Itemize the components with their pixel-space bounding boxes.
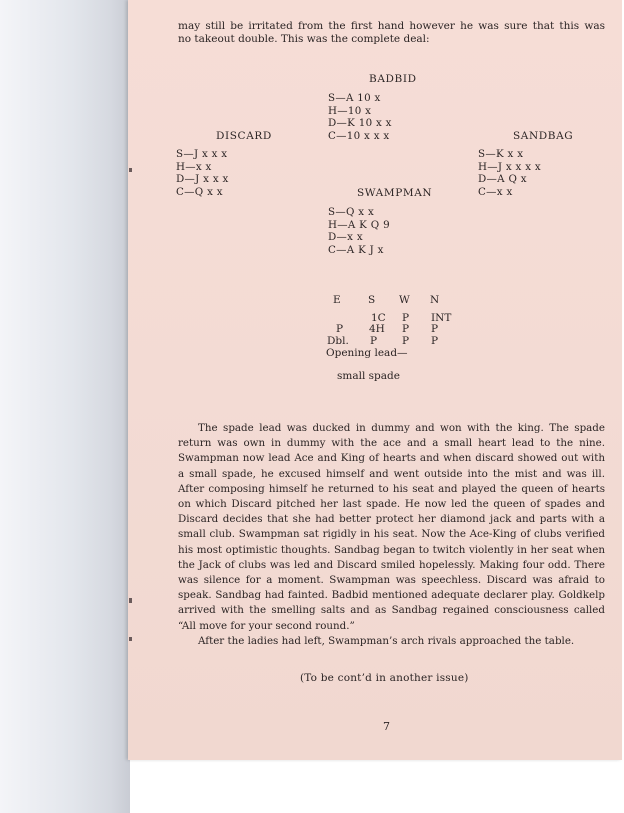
west-spades: S—J x x x (176, 148, 228, 160)
closing-paragraph: After the ladies had left, Swampman’s arch rivals approached the table. (198, 635, 575, 647)
east-diamonds: D—A Q x (478, 173, 527, 186)
intro-line-2: no takeout double. This was the complete deal: (178, 33, 430, 45)
bid-header-w: W (399, 294, 410, 306)
bid-r3-s: P (370, 335, 378, 347)
bid-r2-e: P (336, 323, 344, 335)
bid-header-n: N (430, 294, 440, 306)
south-diamonds: D—x x (328, 231, 363, 244)
continued-note: (To be cont’d in another issue) (300, 672, 469, 684)
binding-mark (129, 637, 132, 641)
west-hand (176, 148, 229, 198)
south-player-name: SWAMPMAN (357, 187, 433, 199)
south-spades: S—Q x x (328, 206, 375, 218)
west-hearts: H—x x (176, 160, 212, 173)
bid-r1-s: 1C (371, 312, 386, 324)
north-hand (328, 92, 392, 142)
bid-header-e: E (333, 294, 341, 306)
south-hearts: H—A K Q 9 (328, 218, 390, 231)
binding-mark (129, 168, 132, 172)
binding-shadow (0, 0, 130, 813)
opening-lead-card: small spade (337, 370, 400, 382)
north-clubs: C—10 x x x (328, 129, 390, 142)
east-player-name: SANDBAG (513, 130, 574, 142)
north-hearts: H—10 x (328, 104, 372, 117)
opening-lead-label: Opening lead— (326, 347, 408, 359)
south-clubs: C—A K J x (328, 243, 384, 256)
bid-r3-e: Dbl. (327, 335, 349, 347)
north-spades: S—A 10 x (328, 92, 381, 104)
south-hand (328, 206, 390, 256)
bid-r2-n: P (431, 323, 439, 335)
bid-r3-n: P (431, 335, 439, 347)
intro-line-1: may still be irritated from the first hand however he was sure that this was (178, 20, 605, 32)
east-spades: S—K x x (478, 148, 524, 160)
east-clubs: C—x x (478, 185, 513, 198)
east-hand (478, 148, 541, 198)
bid-r3-w: P (402, 335, 410, 347)
binding-mark (129, 598, 132, 603)
bid-r2-s: 4H (369, 323, 385, 335)
west-diamonds: D—J x x x (176, 173, 229, 186)
west-player-name: DISCARD (216, 130, 272, 142)
east-hearts: H—J x x x x (478, 160, 542, 173)
document-page (128, 0, 622, 760)
bid-r1-w: P (402, 312, 410, 324)
intro-paragraph (178, 20, 605, 46)
west-clubs: C—Q x x (176, 185, 223, 198)
bid-header-s: S (368, 294, 376, 306)
page-number: 7 (383, 720, 390, 733)
bid-r2-w: P (402, 323, 410, 335)
north-player-name: BADBID (369, 73, 417, 85)
narrative-paragraph: The spade lead was ducked in dummy and won with the king. The spade return was own in dummy with the ace and a small heart lead to the nine. Swampman now lead Ace and King of hearts and when discard showed out with a small spade, he excused himself and went outside into the mist and was ill. After composing himself he returned to his seat and played the queen of hearts on which Discard pitched her last spade. He now led the queen of spades and Discard decides that she had better protect her diamond jack and parts with a small club. Swampman sat rigidly in his seat. Now the Ace-King of clubs verified his most optimistic thoughts. Sandbag began to twitch violently in her seat when the Jack of clubs was led and Discard smiled hopelessly. Making four odd. There was silence for a moment. Swampman was speechless. Discard was afraid to speak. Sandbag had fainted. Badbid mentioned adequate declarer play. Goldkelp arrived with the smelling salts and as Sandbag regained consciousness called “All move for your second round.” (178, 422, 605, 632)
bid-r1-n: INT (431, 312, 452, 324)
north-diamonds: D—K 10 x x (328, 117, 392, 130)
